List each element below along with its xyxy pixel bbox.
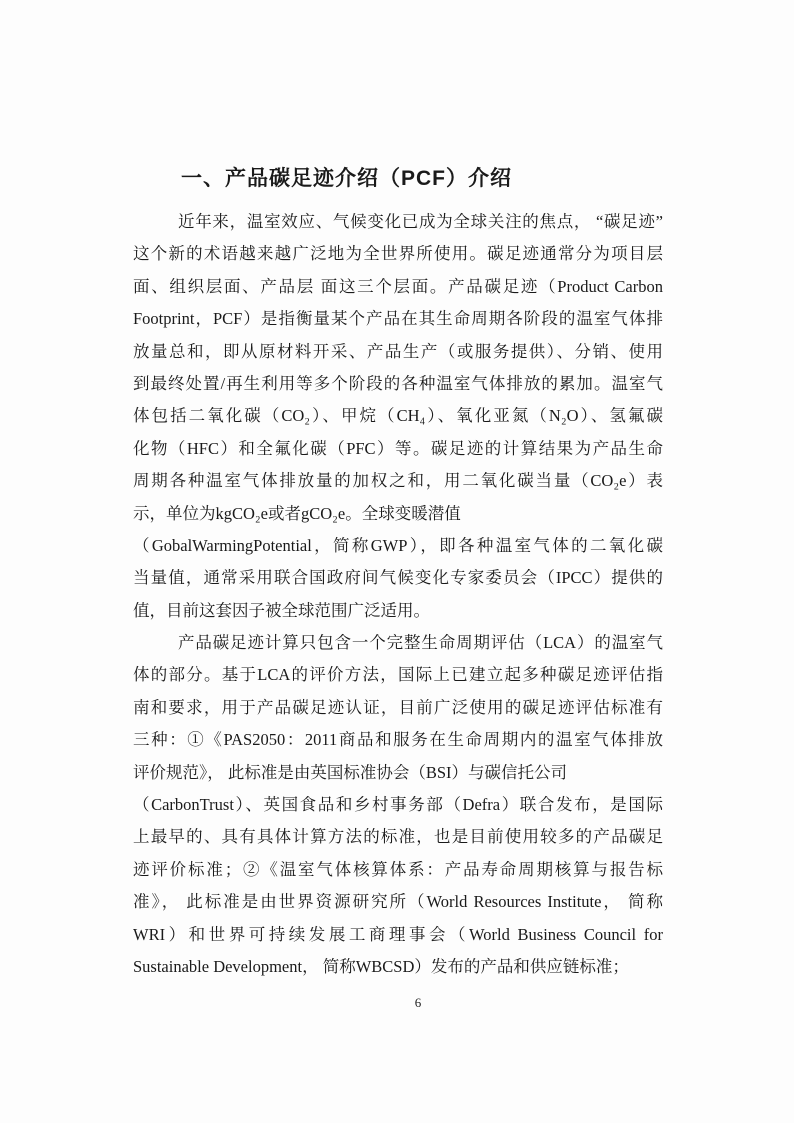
- text-line: 示，单位为kgCO₂e或者gCO₂e。全球变暖潜值: [133, 503, 461, 523]
- text-line: 放量总和，即从原材料开采、产品生产（或服务提供）、分销、使用: [133, 341, 663, 361]
- text-line: Footprint，PCF）是指衡量某个产品在其生命周期各阶段的温室气体排: [133, 309, 663, 329]
- text-line: 体的部分。基于LCA的评价方法，国际上已建立起多种碳足迹评估指: [133, 665, 663, 685]
- text-line: Sustainable Development， 简称WBCSD）发布的产品和供应链标准；: [133, 956, 629, 976]
- text-line: 评价规范》， 此标准是由英国标准协会（BSI）与碳信托公司: [133, 762, 568, 782]
- text-line: 值，目前这套因子被全球范围广泛适用。: [133, 600, 430, 620]
- text-line: 当量值，通常采用联合国政府间气候变化专家委员会（IPCC）提供的: [133, 568, 663, 588]
- text-line: 三种：①《PAS2050：2011商品和服务在生命周期内的温室气体排放: [133, 730, 663, 750]
- text-line: （CarbonTrust）、英国食品和乡村事务部（Defra）联合发布，是国际: [133, 795, 663, 815]
- text-line: 南和要求，用于产品碳足迹认证，目前广泛使用的碳足迹评估标准有: [133, 697, 663, 717]
- text-line: 化物（HFC）和全氟化碳（PFC）等。碳足迹的计算结果为产品生命: [133, 438, 663, 458]
- body-text: [133, 206, 663, 983]
- text-line: （GobalWarmingPotential，简称GWP），即各种温室气体的二氧化碳: [133, 535, 663, 555]
- page-title: 一、产品碳足迹介绍（PCF）介绍: [181, 167, 512, 190]
- text-line: 体包括二氧化碳（CO₂）、甲烷（CH₄）、氧化亚氮（N₂O）、氢氟碳: [133, 406, 663, 426]
- text-line: 上最早的、具有具体计算方法的标准，也是目前使用较多的产品碳足: [133, 827, 663, 847]
- text-line: 周期各种温室气体排放量的加权之和，用二氧化碳当量（CO₂e）表: [133, 471, 663, 491]
- text-line: 迹评价标准；②《温室气体核算体系：产品寿命周期核算与报告标: [133, 859, 663, 879]
- text-line: 这个新的术语越来越广泛地为全世界所使用。碳足迹通常分为项目层: [133, 244, 663, 264]
- text-line: 准》， 此标准是由世界资源研究所（World Resources Institute， 简称: [133, 892, 663, 912]
- text-line: WRI）和世界可持续发展工商理事会（World Business Council for: [133, 924, 663, 944]
- text-line: 近年来，温室效应、气候变化已成为全球关注的焦点， “碳足迹”: [178, 212, 663, 231]
- text-line: 产品碳足迹计算只包含一个完整生命周期评估（LCA）的温室气: [178, 633, 663, 653]
- text-line: 到最终处置/再生利用等多个阶段的各种温室气体排放的累加。温室气: [133, 373, 663, 393]
- text-line: 面、组织层面、产品层 面这三个层面。产品碳足迹（Product Carbon: [133, 276, 663, 296]
- page-number: 6: [414, 995, 422, 1010]
